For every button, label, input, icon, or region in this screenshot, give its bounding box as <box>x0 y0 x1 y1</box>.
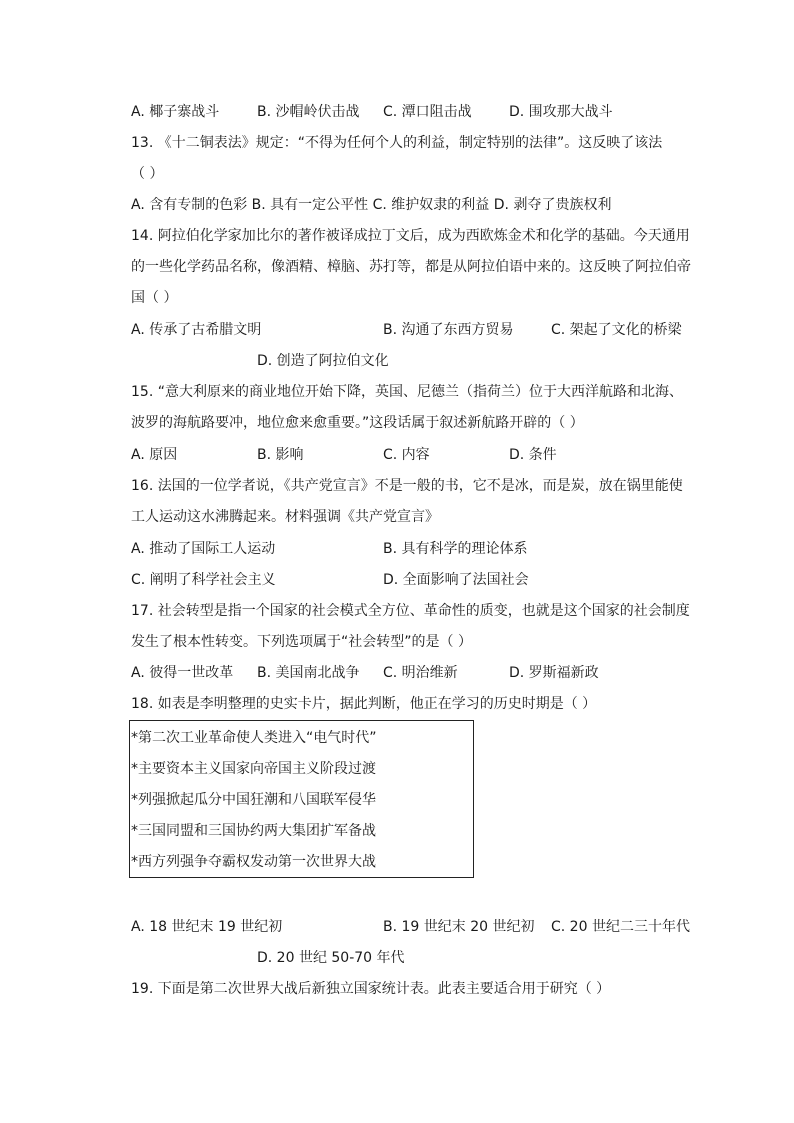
q16-option-a: A. 推动了国际工人运动 <box>131 541 276 557</box>
q18-option-d: D. 20 世纪 50-70 年代 <box>257 950 405 966</box>
q16-stem-line2: 工人运动这水沸腾起来。材料强调《共产党宣言》 <box>131 509 439 525</box>
q18-stem-line1: 18. 如表是李明整理的史实卡片，据此判断，他正在学习的历史时期是（ ） <box>131 696 597 712</box>
q17-option-d: D. 罗斯福新政 <box>509 665 599 681</box>
q14-stem-line3: 国（ ） <box>131 290 178 306</box>
q13-options: A. 含有专制的色彩 B. 具有一定公平性 C. 维护奴隶的利益 D. 剥夺了贵族权利 <box>131 197 612 213</box>
q14-stem-line2: 的一些化学药品名称，像酒精、樟脑、苏打等，都是从阿拉伯语中来的。这反映了阿拉伯帝 <box>131 259 691 275</box>
q19-stem-line1: 19. 下面是第二次世界大战后新独立国家统计表。此表主要适合用于研究（ ） <box>131 981 611 997</box>
q14-option-a: A. 传承了古希腊文明 <box>131 322 262 338</box>
q13-stem-line1: 13. 《十二铜表法》规定：“不得为任何个人的利益，制定特别的法律”。这反映了该法 <box>131 135 663 151</box>
q17-stem-line1: 17. 社会转型是指一个国家的社会模式全方位、革命性的质变，也就是这个国家的社会制度 <box>131 603 690 619</box>
q12-option-b: B. 沙帽岭伏击战 <box>257 104 360 120</box>
q15-stem-line1: 15. “意大利原来的商业地位开始下降，英国、尼德兰（指荷兰）位于大西洋航路和北海、 <box>131 384 683 400</box>
q16-option-d: D. 全面影响了法国社会 <box>383 572 529 588</box>
q16-stem-line1: 16. 法国的一位学者说，《共产党宣言》不是一般的书，它不是冰，而是炭，放在锅里能使 <box>131 478 683 494</box>
q15-stem-line2: 波罗的海航路要冲，地位愈来愈重要。”这段话属于叙述新航路开辟的（ ） <box>131 415 584 431</box>
q17-stem-line2: 发生了根本性转变。下列选项属于“社会转型”的是（ ） <box>131 634 472 650</box>
q14-option-d: D. 创造了阿拉伯文化 <box>257 353 389 369</box>
q17-option-b: B. 美国南北战争 <box>257 665 360 681</box>
q18-card-item: *西方列强争夺霸权发动第一次世界大战 <box>131 854 376 870</box>
q17-option-c: C. 明治维新 <box>383 665 458 681</box>
q14-option-b: B. 沟通了东西方贸易 <box>383 322 514 338</box>
q14-option-c: C. 架起了文化的桥梁 <box>551 322 682 338</box>
q12-option-d: D. 围攻那大战斗 <box>509 104 613 120</box>
q15-option-a: A. 原因 <box>131 447 178 463</box>
q15-option-b: B. 影响 <box>257 447 304 463</box>
q16-option-c: C. 阐明了科学社会主义 <box>131 572 276 588</box>
q18-card-item: *三国同盟和三国协约两大集团扩军备战 <box>131 823 376 839</box>
q18-history-card <box>129 720 474 878</box>
q18-option-c: C. 20 世纪二三十年代 <box>551 919 690 935</box>
q17-option-a: A. 彼得一世改革 <box>131 665 234 681</box>
q18-card-item: *主要资本主义国家向帝国主义阶段过渡 <box>131 761 376 777</box>
q15-option-c: C. 内容 <box>383 447 430 463</box>
q15-option-d: D. 条件 <box>509 447 557 463</box>
q18-option-b: B. 19 世纪末 20 世纪初 <box>383 919 535 935</box>
q13-stem-line2: （ ） <box>131 166 164 182</box>
q18-card-item: *列强掀起瓜分中国狂潮和八国联军侵华 <box>131 792 376 808</box>
q18-card-item: *第二次工业革命使人类进入“电气时代” <box>131 730 377 746</box>
q12-option-c: C. 潭口阻击战 <box>383 104 472 120</box>
q16-option-b: B. 具有科学的理论体系 <box>383 541 528 557</box>
q12-option-a: A. 椰子寨战斗 <box>131 104 220 120</box>
q18-option-a: A. 18 世纪末 19 世纪初 <box>131 919 283 935</box>
q14-stem-line1: 14. 阿拉伯化学家加比尔的著作被译成拉丁文后，成为西欧炼金术和化学的基础。今天通用 <box>131 228 690 244</box>
